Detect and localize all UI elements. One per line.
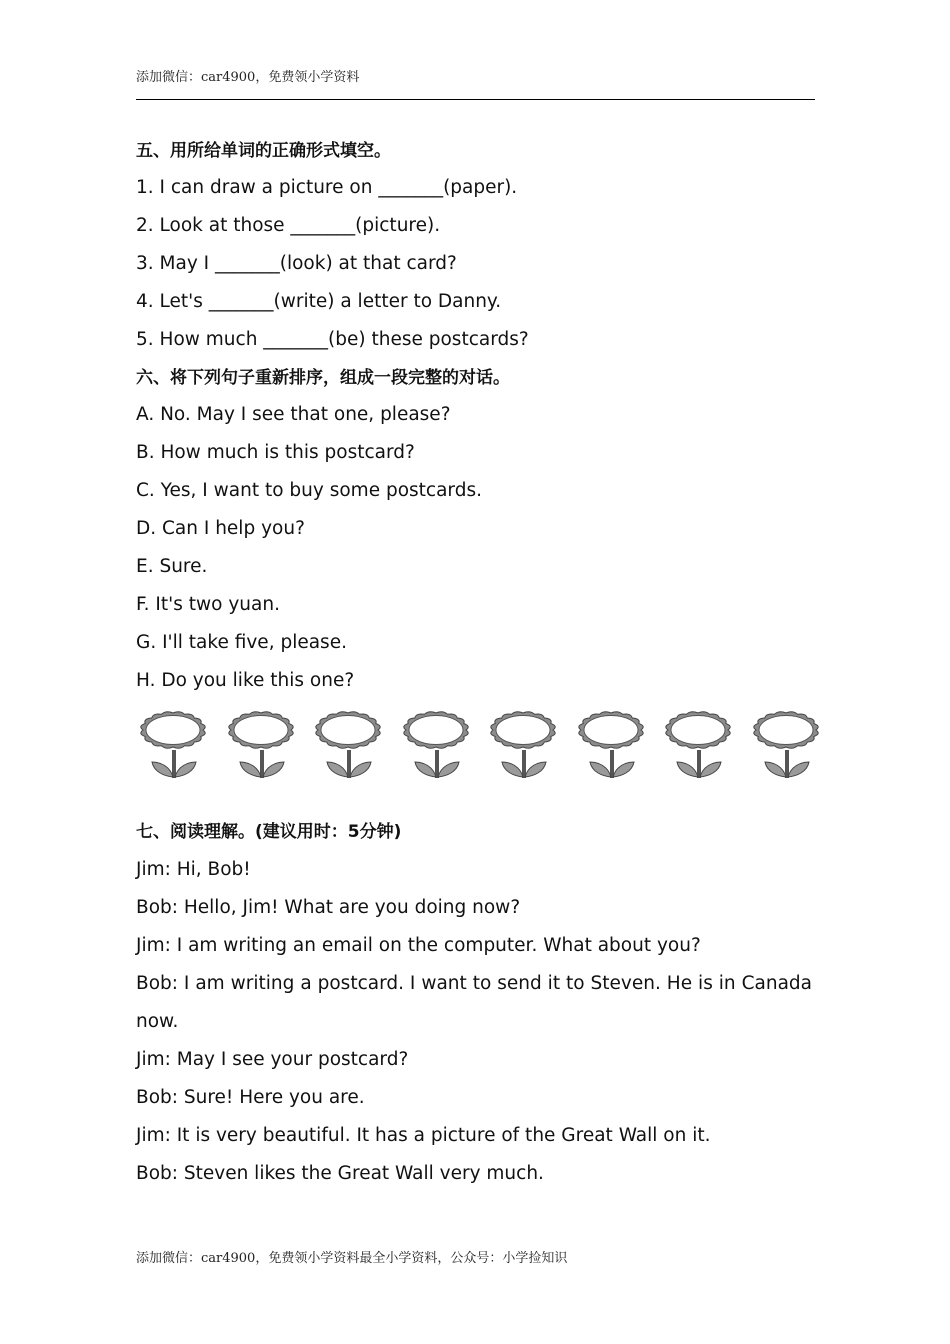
question-item: 5. How much _______(be) these postcards? (136, 329, 529, 350)
section-6-title: 六、将下列句子重新排序，组成一段完整的对话。 (136, 368, 510, 388)
dialogue-line: Bob: Sure! Here you are. (136, 1087, 365, 1108)
header-divider (136, 99, 815, 100)
sentence-item: C. Yes, I want to buy some postcards. (136, 480, 482, 501)
flower-answer-icon (574, 706, 648, 784)
dialogue-line: Jim: I am writing an email on the computer. What about you? (136, 935, 701, 956)
section-5-title: 五、用所给单词的正确形式填空。 (136, 141, 391, 161)
header-note: 添加微信：car4900，免费领小学资料 (136, 70, 360, 85)
dialogue-line: Bob: Steven likes the Great Wall very much. (136, 1163, 544, 1184)
sentence-item: F. It's two yuan. (136, 594, 280, 615)
flower-answer-icon (661, 706, 735, 784)
question-item: 3. May I _______(look) at that card? (136, 253, 457, 274)
dialogue-line: Bob: Hello, Jim! What are you doing now? (136, 897, 521, 918)
flower-answer-icon (311, 706, 385, 784)
sentence-item: E. Sure. (136, 556, 208, 577)
question-item: 4. Let's _______(write) a letter to Danny. (136, 291, 502, 312)
section-7-title: 七、阅读理解。(建议用时：5分钟) (136, 822, 402, 842)
dialogue-line: Bob: I am writing a postcard. I want to send it to Steven. He is in Canada (136, 973, 812, 994)
flower-answer-icon (486, 706, 560, 784)
sentence-item: D. Can I help you? (136, 518, 305, 539)
flower-answer-icon (749, 706, 823, 784)
sentence-item: A. No. May I see that one, please? (136, 404, 451, 425)
flower-answer-icon (399, 706, 473, 784)
dialogue-line: Jim: Hi, Bob! (136, 859, 251, 880)
sentence-item: H. Do you like this one? (136, 670, 355, 691)
flower-answer-icon (224, 706, 298, 784)
question-item: 1. I can draw a picture on _______(paper). (136, 177, 518, 198)
footer-note: 添加微信：car4900，免费领小学资料最全小学资料，公众号：小学捡知识 (136, 1251, 568, 1266)
dialogue-line: Jim: It is very beautiful. It has a picture of the Great Wall on it. (136, 1125, 711, 1146)
answer-flower-row (136, 706, 824, 784)
sentence-item: G. I'll take five, please. (136, 632, 347, 653)
dialogue-line: Jim: May I see your postcard? (136, 1049, 409, 1070)
dialogue-line: now. (136, 1011, 179, 1032)
question-item: 2. Look at those _______(picture). (136, 215, 441, 236)
flower-answer-icon (136, 706, 210, 784)
sentence-item: B. How much is this postcard? (136, 442, 415, 463)
